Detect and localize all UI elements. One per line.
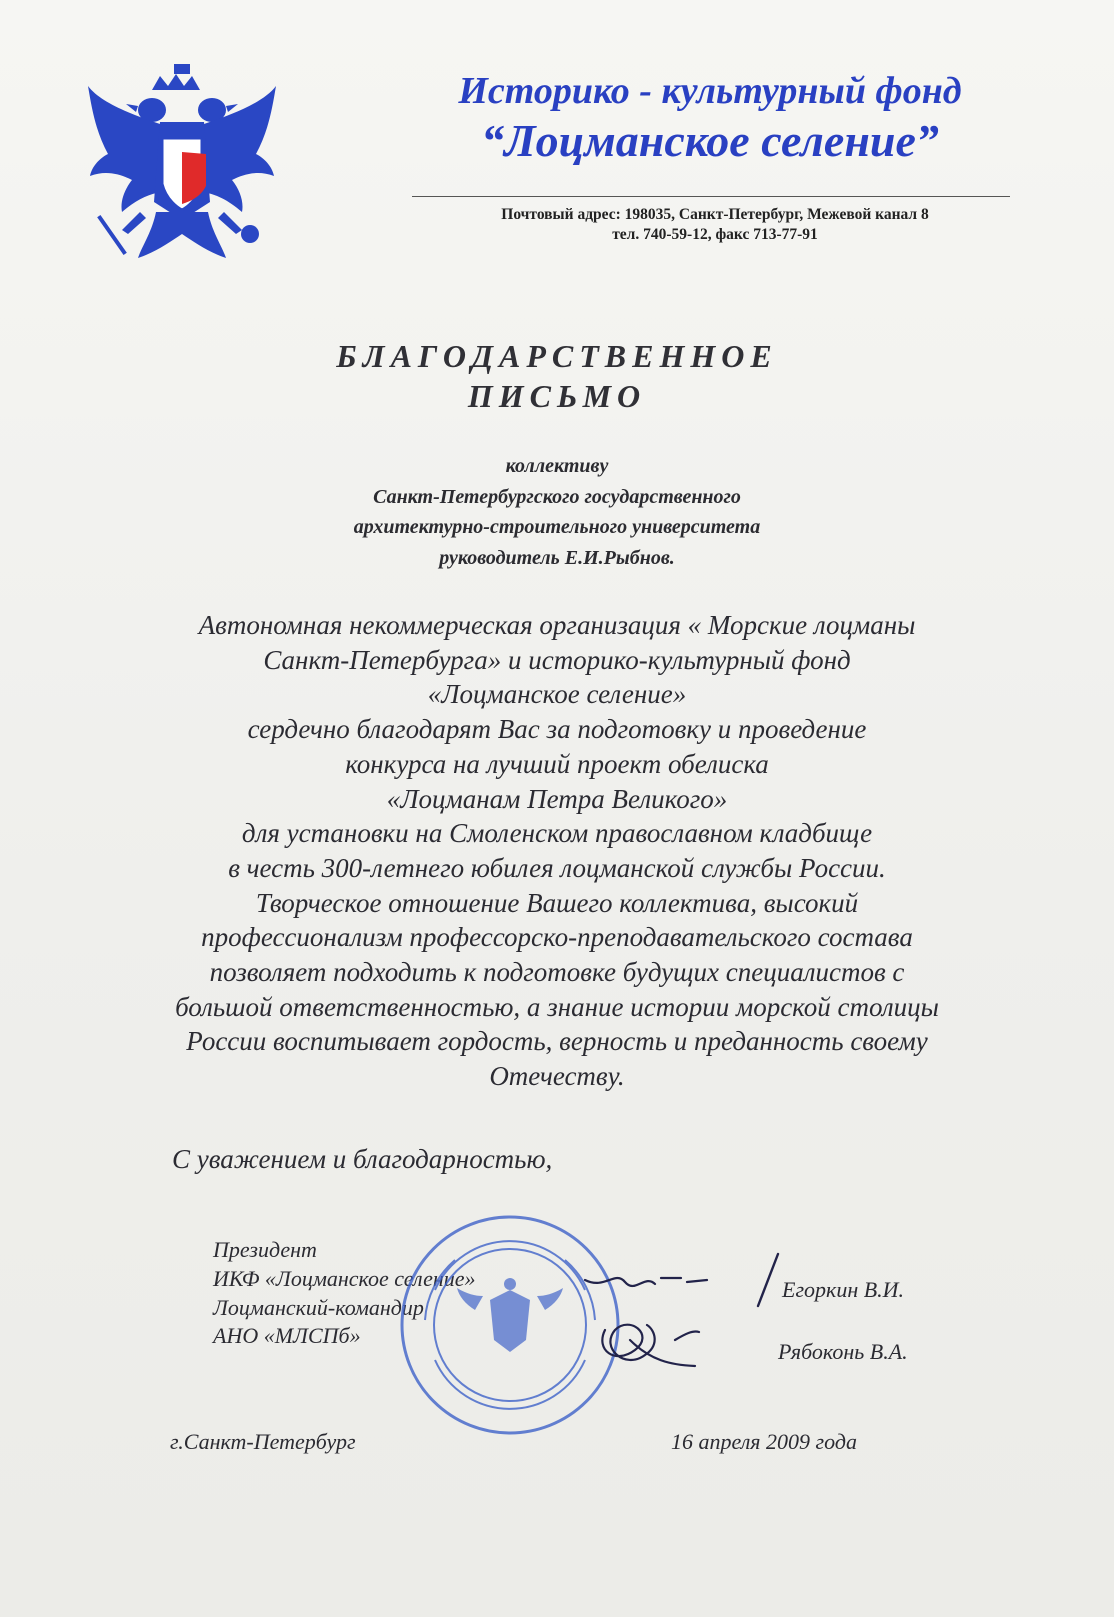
body-line: для установки на Смоленском православном кладбище (241, 818, 873, 849)
position-line: АНО «МЛСПб» (213, 1323, 361, 1349)
position-line: Лоцманский-командир (213, 1294, 424, 1320)
body-line: большой ответственностью, а знание истории морской столицы (175, 991, 939, 1022)
body-line: профессионализм профессорско-преподавательского состава (201, 922, 913, 953)
position-line: Президент (213, 1237, 317, 1262)
body-line: Отечеству. (489, 1061, 625, 1092)
recipient-line: архитектурно-строительного университета (353, 516, 761, 538)
body-line: Санкт-Петербурга» и историко-культурный фонд (263, 644, 851, 675)
closing-phrase: С уважением и благодарностью, (172, 1144, 553, 1174)
body-line: Творческое отношение Вашего коллектива, высокий (255, 887, 859, 918)
coat-of-arms-icon (82, 62, 282, 270)
org-name-line1: Историко - культурный фонд (458, 70, 962, 112)
letter-body (120, 608, 994, 1094)
body-line: «Лоцманское селение» (427, 679, 687, 710)
phone-fax-line: тел. 740-59-12, факс 713-77-91 (612, 226, 818, 243)
postal-address (400, 205, 1030, 245)
position-line: ИКФ «Лоцманское селение» (213, 1265, 476, 1291)
recipient-block (0, 451, 1114, 573)
body-line: России воспитывает гордость, верность и преданность своему (186, 1026, 928, 1057)
document-title (0, 336, 1114, 416)
letter-date: 16 апреля 2009 года (671, 1429, 857, 1454)
org-name-line2: “Лоцманское селение” (481, 115, 939, 166)
address-line: Почтовый адрес: 198035, Санкт-Петербург, Межевой канал 8 (501, 206, 929, 223)
title-line1: БЛАГОДАРСТВЕННОЕ (336, 338, 778, 374)
city: г.Санкт-Петербург (170, 1429, 356, 1454)
recipient-line: Санкт-Петербургского государственного (373, 485, 741, 508)
body-line: Автономная некоммерческая организация « Морские лоцманы (198, 610, 916, 640)
body-line: конкурса на лучший проект обелиска (345, 748, 769, 779)
handwritten-signature-icon (575, 1270, 715, 1380)
signature-slash-icon (752, 1250, 782, 1310)
recipient-line: коллективу (505, 455, 609, 477)
title-line2: ПИСЬМО (467, 378, 647, 414)
header-divider (412, 196, 1010, 197)
body-line: в честь 300-летнего юбилея лоцманской службы России. (228, 852, 886, 883)
body-line: «Лоцманам Петра Великого» (386, 783, 728, 814)
signatory-name-2: Рябоконь В.А. (778, 1339, 908, 1364)
recipient-line: руководитель Е.И.Рыбнов. (439, 546, 675, 569)
signatory-name-1: Егоркин В.И. (782, 1277, 905, 1302)
organization-title (400, 68, 1020, 168)
body-line: сердечно благодарят Вас за подготовку и проведение (247, 714, 867, 745)
body-line: позволяет подходить к подготовке будущих специалистов с (209, 957, 905, 988)
